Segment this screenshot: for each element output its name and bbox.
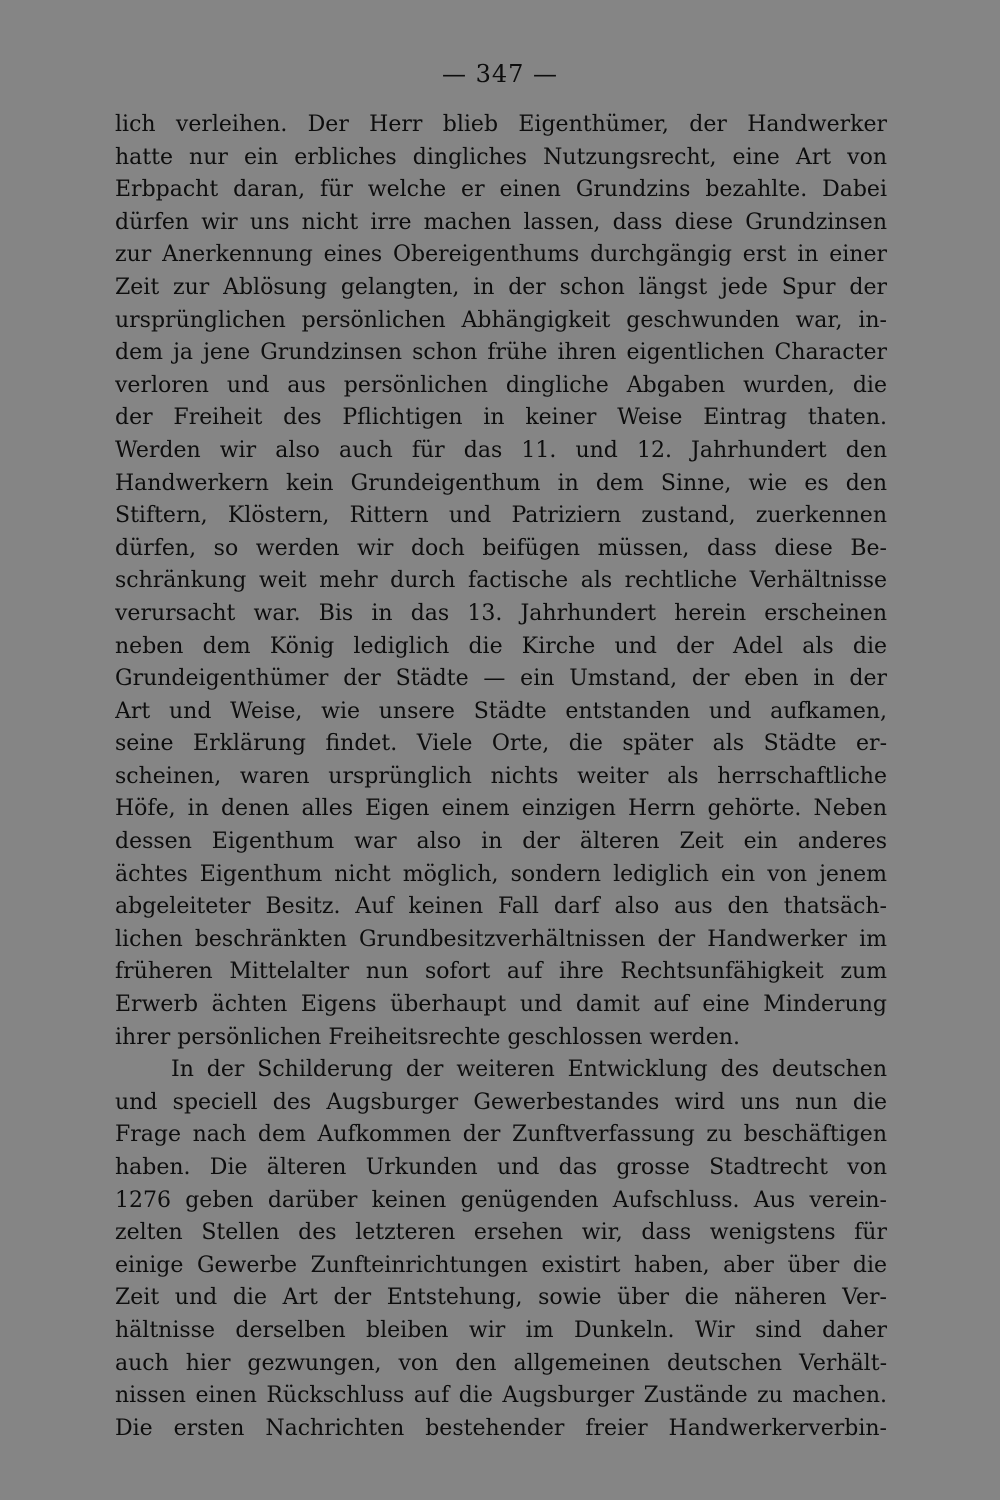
text-line: Art und Weise, wie unsere Städte entstanden und aufkamen, xyxy=(115,698,887,724)
text-line: seine Erklärung findet. Viele Orte, die später als Städte er- xyxy=(115,731,887,757)
text-line: 1276 geben darüber keinen genügenden Aufschluss. Aus verein- xyxy=(115,1187,887,1213)
text-line: der Freiheit des Pflichtigen in keiner Weise Eintrag thaten. xyxy=(115,405,887,431)
text-line: ursprünglichen persönlichen Abhängigkeit geschwunden war, in- xyxy=(115,307,887,333)
text-line: haben. Die älteren Urkunden und das grosse Stadtrecht von xyxy=(115,1155,887,1180)
text-line: neben dem König lediglich die Kirche und der Adel als die xyxy=(115,633,887,659)
text-line: lich verleihen. Der Herr blieb Eigenthümer, der Handwerker xyxy=(115,112,887,137)
page-number: — 347 — xyxy=(441,60,559,88)
text-line: zur Anerkennung eines Obereigenthums durchgängig erst in einer xyxy=(115,242,887,268)
text-line: ächtes Eigenthum nicht möglich, sondern lediglich ein von jenem xyxy=(115,861,887,887)
text-line: hältnisse derselben bleiben wir im Dunkeln. Wir sind daher xyxy=(115,1317,887,1343)
text-line: nissen einen Rückschluss auf die Augsburger Zustände zu machen. xyxy=(115,1383,887,1409)
text-line: scheinen, waren ursprünglich nichts weiter als herrschaftliche xyxy=(115,763,887,789)
text-line: früheren Mittelalter nun sofort auf ihre Rechtsunfähigkeit zum xyxy=(115,959,887,985)
text-line: dürfen wir uns nicht irre machen lassen, dass diese Grundzinsen xyxy=(115,209,887,235)
text-line: Höfe, in denen alles Eigen einem einzigen Herrn gehörte. Neben xyxy=(115,796,887,822)
text-line: verursacht war. Bis in das 13. Jahrhundert herein erscheinen xyxy=(115,600,887,626)
text-line: hatte nur ein erbliches dingliches Nutzungsrecht, eine Art von xyxy=(115,144,887,170)
text-line: dessen Eigenthum war also in der älteren Zeit ein anderes xyxy=(115,829,887,855)
paragraph-start-line: In der Schilderung der weiteren Entwicklung des deutschen xyxy=(171,1057,887,1083)
text-line: Erwerb ächten Eigens überhaupt und damit auf eine Minderung xyxy=(115,992,887,1018)
paragraph-end-line: ihrer persönlichen Freiheitsrechte geschlossen werden. xyxy=(115,1024,740,1050)
text-line: verloren und aus persönlichen dingliche Abgaben wurden, die xyxy=(115,372,887,398)
text-line: lichen beschränkten Grundbesitzverhältnissen der Handwerker im xyxy=(115,926,887,952)
text-line: Erbpacht daran, für welche er einen Grundzins bezahlte. Dabei xyxy=(115,177,887,203)
text-line: abgeleiteter Besitz. Auf keinen Fall darf also aus den thatsäch- xyxy=(115,894,887,920)
text-line: Frage nach dem Aufkommen der Zunftverfassung zu beschäftigen xyxy=(115,1122,887,1148)
text-line: Zeit und die Art der Entstehung, sowie über die näheren Ver- xyxy=(115,1285,887,1311)
text-line: und speciell des Augsburger Gewerbestandes wird uns nun die xyxy=(115,1089,887,1115)
text-line: dürfen, so werden wir doch beifügen müssen, dass diese Be- xyxy=(115,535,887,561)
text-line: einige Gewerbe Zunfteinrichtungen existirt haben, aber über die xyxy=(115,1252,887,1278)
text-line: Stiftern, Klöstern, Rittern und Patriziern zustand, zuerkennen xyxy=(115,503,887,529)
text-line: Zeit zur Ablösung gelangten, in der schon längst jede Spur der xyxy=(115,274,887,300)
text-line: schränkung weit mehr durch factische als rechtliche Verhältnisse xyxy=(115,568,887,594)
text-line: Werden wir also auch für das 11. und 12. Jahrhundert den xyxy=(115,437,887,463)
text-line: zelten Stellen des letzteren ersehen wir, dass wenigstens für xyxy=(115,1220,887,1246)
text-line: Die ersten Nachrichten bestehender freier Handwerkerverbin- xyxy=(115,1415,887,1441)
text-line: Grundeigenthümer der Städte — ein Umstand, der eben in der xyxy=(115,666,887,692)
body-text xyxy=(115,109,887,1445)
text-line: Handwerkern kein Grundeigenthum in dem Sinne, wie es den xyxy=(115,470,887,496)
text-line: auch hier gezwungen, von den allgemeinen deutschen Verhält- xyxy=(115,1350,887,1376)
text-line: dem ja jene Grundzinsen schon frühe ihren eigentlichen Character xyxy=(115,340,887,366)
